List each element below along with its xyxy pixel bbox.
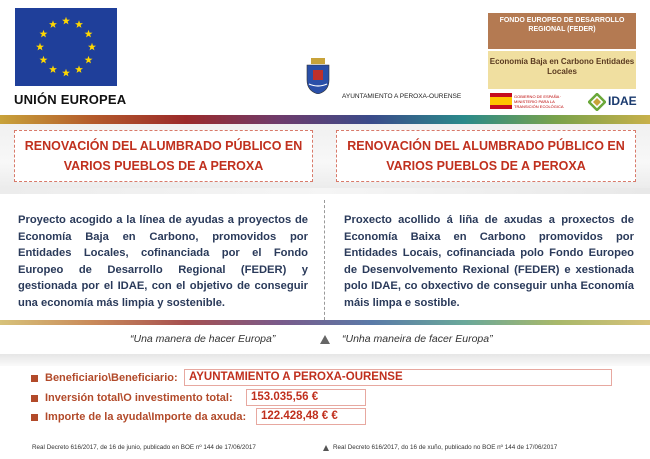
eu-label: UNIÓN EUROPEA — [14, 92, 127, 107]
eu-star — [85, 56, 93, 64]
eu-star — [36, 43, 44, 51]
coat-of-arms-icon — [305, 58, 331, 94]
eu-star — [75, 65, 83, 73]
slogan-galician: “Unha maneira de facer Europa” — [342, 333, 493, 345]
column-divider — [324, 200, 325, 320]
eu-star — [62, 17, 70, 25]
footer-spanish: Real Decreto 616/2017, de 16 de junio, publicado en BOE nº 144 de 17/06/2017 — [32, 444, 256, 451]
eu-star — [39, 30, 47, 38]
eu-star — [88, 43, 96, 51]
grant-label: Importe de la ayuda\Importe da axuda: — [45, 411, 247, 423]
eu-star — [62, 69, 70, 77]
triangle-icon — [320, 335, 330, 344]
bullet-icon — [31, 395, 38, 402]
footer-galician: Real Decreto 616/2017, do 16 de xuño, publicado no BOE nº 144 de 17/06/2017 — [333, 444, 558, 451]
body-galician: Proxecto acollido á liña de axudas a proxectos de Economía Baixa en Carbono promovidos por Entidades Locais, cofinanciada polo Fondo Europeo de Desenvolvemento Rexional (FEDER) e xestionada polo IDAE, co obxectivo de conseguir unha Economía máis limpa e sostible. — [344, 214, 634, 309]
eu-star — [49, 65, 57, 73]
feder-title: FONDO EUROPEO DE DESARROLLO REGIONAL (FEDER) — [488, 13, 636, 49]
bullet-icon — [31, 414, 38, 421]
idae-logo-icon — [588, 93, 606, 111]
color-band-bottom — [0, 188, 650, 194]
beneficiary-value: AYUNTAMIENTO A PEROXA-OURENSE — [184, 369, 612, 386]
color-separator — [0, 320, 650, 325]
sponsor-logos — [488, 91, 636, 113]
eu-star — [39, 56, 47, 64]
footer-triangle-icon — [323, 445, 329, 451]
eu-star — [75, 20, 83, 28]
feder-subtitle: Economía Baja en Carbono Entidades Locales — [488, 51, 636, 89]
body-spanish: Proyecto acogido a la línea de ayudas a proyectos de Economía Baja en Carbono, promovidos por Entidades Locales, cofinanciada por el Fondo Europeo de Desarrollo Regional (FEDER) y gestionada por el IDAE, con el objetivo de conseguir una economía más limpia y sostenible. — [18, 214, 308, 309]
idae-label: IDAE — [608, 94, 637, 108]
ayuntamiento-label: AYUNTAMIENTO A PEROXA-OURENSE — [342, 93, 462, 100]
feder-panel — [488, 13, 637, 109]
gray-separator — [0, 354, 650, 366]
title-spanish: RENOVACIÓN DEL ALUMBRADO PÚBLICO EN VARIOS PUEBLOS DE A PEROXA — [14, 130, 313, 182]
title-galician: RENOVACIÓN DEL ALUMBRADO PÚBLICO EN VARIOS PUEBLOS DE A PEROXA — [336, 130, 636, 182]
investment-label: Inversión total\O investimento total: — [45, 392, 233, 404]
beneficiary-label: Beneficiario\Beneficiario: — [45, 372, 178, 384]
investment-value: 153.035,56 € — [246, 389, 366, 406]
eu-star — [85, 30, 93, 38]
eu-star — [49, 20, 57, 28]
spain-government-logo-icon — [490, 93, 512, 109]
eu-stars-icon — [15, 8, 117, 86]
bullet-icon — [31, 375, 38, 382]
grant-value: 122.428,48 € € — [256, 408, 366, 425]
government-text: GOBIERNO DE ESPAÑA · MINISTERIO PARA LA TRANSICIÓN ECOLÓGICA — [514, 94, 564, 109]
slogan-spanish: “Una manera de hacer Europa” — [130, 333, 276, 345]
color-band-top — [0, 115, 650, 124]
eu-flag — [15, 8, 117, 86]
